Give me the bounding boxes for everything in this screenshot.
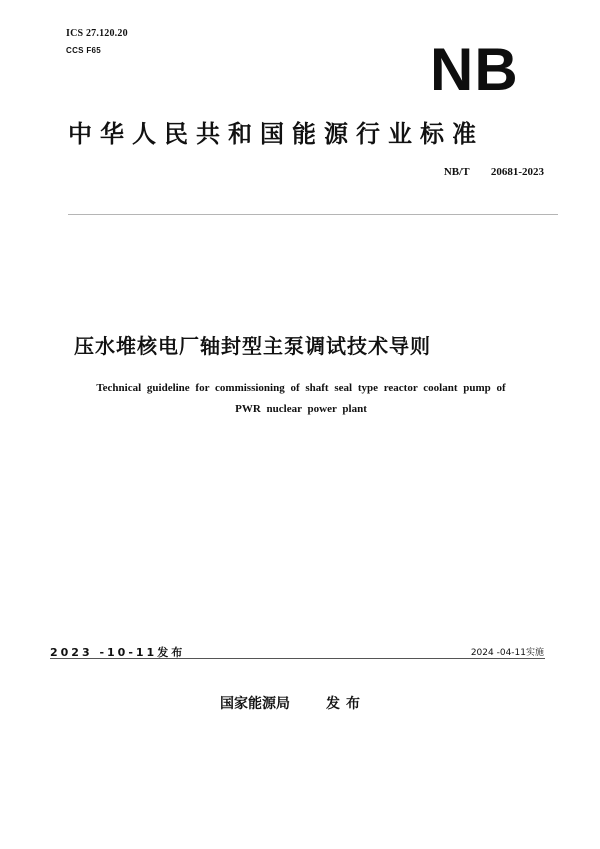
- publish-label: 发布: [326, 696, 366, 712]
- ics-code: ICS 27.120.20: [66, 28, 128, 39]
- nb-logo: NB: [430, 36, 519, 103]
- standard-category-title: 中华人民共和国能源行业标准: [68, 120, 484, 148]
- document-title-english: [66, 378, 536, 420]
- implementation-date: 2024 -04-11实施: [470, 648, 544, 658]
- top-divider: [68, 214, 558, 215]
- issuer-name: 国家能源局: [220, 696, 290, 712]
- english-title-line-1: Technical guideline for commissioning of shaft seal type reactor coolant pump of: [96, 382, 506, 394]
- issuing-authority: [220, 693, 366, 713]
- standard-number: NB/T 20681-2023: [443, 166, 544, 178]
- issue-date: 2023 -10-11发布: [50, 646, 186, 659]
- document-title-chinese: 压水堆核电厂轴封型主泵调试技术导则: [74, 334, 431, 358]
- english-title-line-2: PWR nuclear power plant: [235, 403, 367, 415]
- ccs-code: CCS F65: [66, 46, 101, 55]
- bottom-divider: [50, 658, 545, 659]
